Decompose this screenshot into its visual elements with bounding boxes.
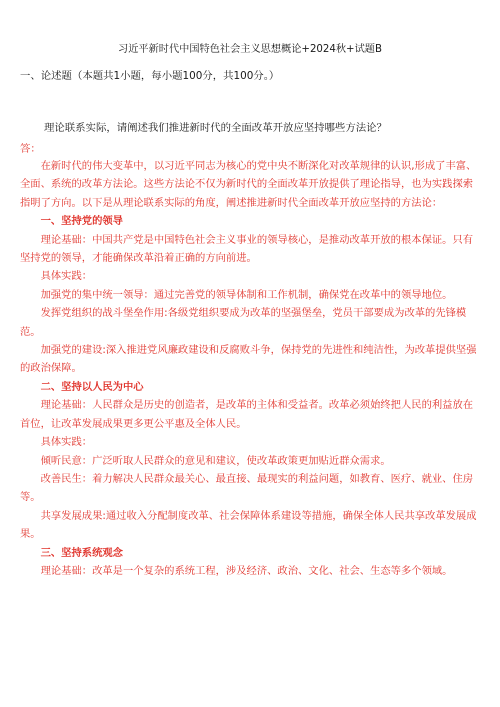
question-text: 理论联系实际，请阐述我们推进新时代的全面改革开放应坚持哪些方法论？ — [44, 122, 387, 134]
paragraph: 具体实践： — [40, 270, 93, 283]
paragraph: 理论基础：中国共产党是中国特色社会主义事业的领导核心，是推动改革开放的根本保证。只有坚持党的领导，才能确保改革沿着正确的方向前进。 — [20, 233, 474, 265]
heading-systems-concept: 三、坚持系统观念 — [40, 546, 123, 559]
paragraph: 加强党的建设:深入推进党风廉政建设和反腐败斗争，保持党的先进性和纯洁性，为改革提供坚强的政治保障。 — [20, 344, 477, 375]
heading-party-leadership: 一、坚持党的领导 — [40, 215, 123, 228]
intro-paragraph: 在新时代的伟大变革中，以习近平同志为核心的党中央不断深化对改革规律的认识,形成了丰富、全面、系统的改革方法论。这些方法论不仅为新时代的全面改革开放提供了理论指导，也为实践探索指明了方向。以下是从理论联系实际的角度，阐述推进新时代全面改革开放应坚持的方法论： — [20, 160, 477, 209]
section-heading: 一、论述题（本题共1小题，每小题100分，共100分。） — [20, 70, 280, 82]
paragraph: 共享发展成果:通过收入分配制度改革、社会保障体系建设等措施，确保全体人民共享改革发展成果。 — [20, 509, 477, 541]
paragraph: 加强党的集中统一领导：通过完善党的领导体制和工作机制，确保党在改革中的领导地位。 — [40, 288, 453, 301]
paragraph: 倾听民意：广泛听取人民群众的意见和建议，使改革政策更加贴近群众需求。 — [40, 454, 391, 467]
paragraph: 理论基础：改革是一个复杂的系统工程，涉及经济、政治、文化、社会、生态等多个领域。 — [40, 564, 453, 577]
heading-people-centered: 二、坚持以人民为中心 — [40, 380, 144, 393]
paragraph: 具体实践： — [40, 436, 93, 449]
paragraph: 发挥党组织的战斗堡垒作用:各级党组织要成为改革的坚强堡垒，党员干部要成为改革的先锋模范。 — [20, 307, 467, 338]
answer-body — [20, 157, 482, 580]
paragraph: 理论基础：人民群众是历史的创造者，是改革的主体和受益者。改革必须始终把人民的利益放在首位，让改革发展成果更多更公平惠及全体人民。 — [20, 399, 474, 430]
paragraph: 改善民生：着力解决人民群众最关心、最直接、最现实的利益问题，如教育、医疗、就业、住房等。 — [20, 472, 474, 504]
answer-label: 答： — [20, 143, 41, 155]
document-title: 习近平新时代中国特色社会主义思想概论+2024秋+试题B — [118, 44, 382, 55]
